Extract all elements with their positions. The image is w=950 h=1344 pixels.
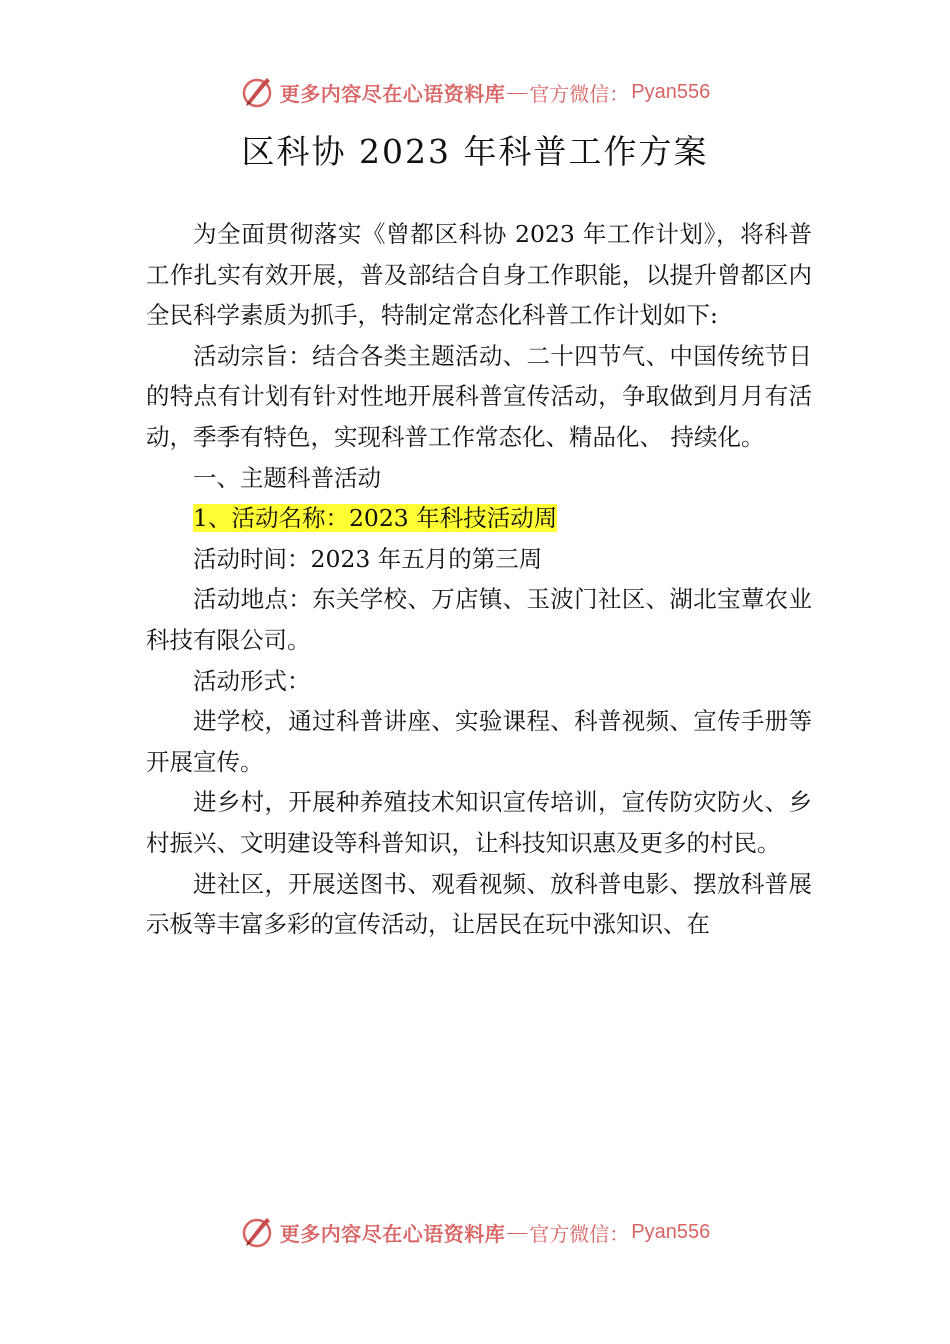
banner-contact-label: 官方微信：	[529, 1221, 630, 1246]
header-banner	[0, 72, 950, 112]
footer-banner	[0, 1212, 950, 1252]
activity-name	[146, 498, 812, 539]
banner-contact-label: 官方微信：	[529, 81, 630, 106]
document-body	[146, 214, 812, 945]
paragraph-intro: 为全面贯彻落实《曾都区科协 2023 年工作计划》，将科普工作扎实有效开展，普及部结合自身工作职能，以提升曾都区内全民科学素质为抓手，特制定常态化科普工作计划如下:	[146, 220, 812, 330]
activity-format-label: 活动形式：	[193, 666, 311, 695]
banner-brand: 更多内容尽在心语资料库	[279, 81, 506, 106]
highlighted-activity-name: 1、活动名称：2023 年科技活动周	[193, 504, 558, 533]
pen-logo-icon	[240, 1214, 276, 1250]
document-title: 区科协 2023 年科普工作方案	[241, 132, 709, 171]
format-villages: 进乡村，开展种养殖技术知识宣传培训，宣传防灾防火、乡村振兴、文明建设等科普知识，让科技知识惠及更多的村民。	[146, 788, 812, 857]
paragraph-purpose: 活动宗旨：结合各类主题活动、二十四节气、中国传统节日的特点有计划有针对性地开展科普宣传活动，争取做到月月有活动，季季有特色，实现科普工作常态化、精品化、 持续化。	[146, 341, 812, 451]
format-communities: 进社区，开展送图书、观看视频、放科普电影、摆放科普展示板等丰富多彩的宣传活动，让居民在玩中涨知识、在	[146, 869, 812, 939]
section-heading: 一、主题科普活动	[193, 463, 381, 492]
pen-logo-icon	[240, 74, 276, 110]
format-schools: 进学校，通过科普讲座、实验课程、科普视频、宣传手册等开展宣传。	[146, 707, 812, 776]
banner-wechat-id: Pyan556	[631, 1220, 711, 1243]
activity-time: 活动时间：2023 年五月的第三周	[193, 544, 543, 573]
banner-brand: 更多内容尽在心语资料库	[279, 1221, 506, 1246]
banner-dash: —	[507, 1220, 528, 1243]
banner-wechat-id: Pyan556	[631, 80, 711, 103]
banner-dash: —	[507, 80, 528, 103]
activity-location: 活动地点：东关学校、万店镇、玉波门社区、湖北宝蕈农业科技有限公司。	[146, 585, 812, 654]
